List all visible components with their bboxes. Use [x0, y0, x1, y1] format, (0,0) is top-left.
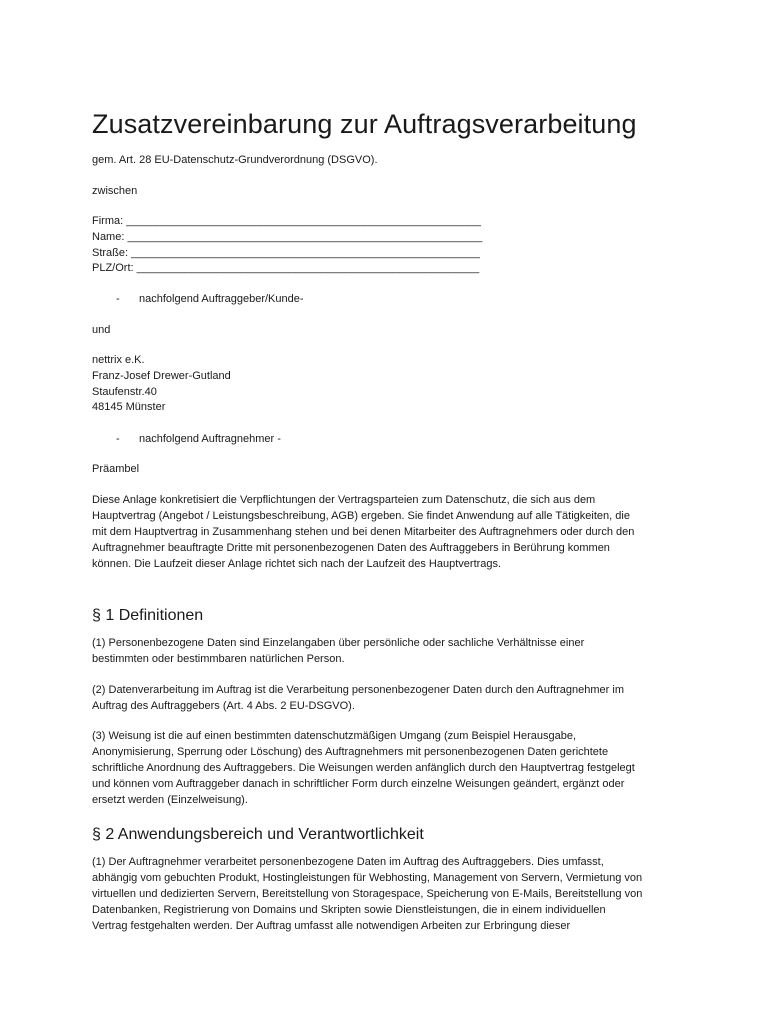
preamble-heading: Präambel — [92, 463, 140, 475]
section-2-p1-line: abhängig vom gebuchten Produkt, Hostingleistungen für Webhosting, Management von Servern, Vermietung von — [92, 872, 643, 884]
field-name: Name: __________________________________________________________ — [92, 231, 483, 243]
section-2-p1-line: Datenbanken, Registrierung von Domains und Skripten sowie Dienstleistungen, die in einem individuellen — [92, 904, 606, 916]
between-label: zwischen — [92, 185, 138, 197]
section-1-p3-line: (3) Weisung ist die auf einen bestimmten datenschutzmäßigen Umgang (zum Beispiel Herausgabe, — [92, 730, 577, 742]
contractor-company: nettrix e.K. — [92, 354, 145, 366]
section-1-p3-line: schriftliche Anordnung des Auftraggebers. Die Weisungen werden anfänglich durch den Hauptvertrag festgelegt — [92, 762, 635, 774]
document-title: Zusatzvereinbarung zur Auftragsverarbeitung — [92, 109, 637, 139]
section-1-heading: § 1 Definitionen — [92, 607, 204, 624]
subtitle: gem. Art. 28 EU-Datenschutz-Grundverordnung (DSGVO). — [92, 154, 378, 166]
bullet-dash: - — [116, 293, 120, 305]
client-note: nachfolgend Auftraggeber/Kunde- — [139, 293, 304, 305]
und-label: und — [92, 324, 111, 336]
field-firma: Firma: __________________________________________________________ — [92, 215, 482, 227]
contractor-street: Staufenstr.40 — [92, 386, 157, 398]
section-2-p1-line: (1) Der Auftragnehmer verarbeitet personenbezogene Daten im Auftrag des Auftraggebers. Dies umfasst, — [92, 856, 604, 868]
preamble-line: mit dem Hauptvertrag in Zusammenhang stehen und bei denen Mitarbeiter des Auftragnehmers oder durch den — [92, 526, 635, 538]
contractor-city: 48145 Münster — [92, 401, 166, 413]
section-1-p3-line: und können vom Auftraggeber danach in schriftlicher Form durch einzelne Weisungen geändert, ergänzt oder — [92, 778, 625, 790]
bullet-dash: - — [116, 433, 120, 445]
section-2-p1-line: virtuellen und dedizierten Servern, Bereitstellung von Storagespace, Speicherung von E-Mails, Bereitstellung von — [92, 888, 643, 900]
section-1-p1-line: (1) Personenbezogene Daten sind Einzelangaben über persönliche oder sachliche Verhältnisse einer — [92, 637, 585, 649]
contractor-note: nachfolgend Auftragnehmer - — [139, 433, 281, 445]
preamble-line: Diese Anlage konkretisiert die Verpflichtungen der Vertragsparteien zum Datenschutz, die sich aus dem — [92, 494, 596, 506]
preamble-line: Hauptvertrag (Angebot / Leistungsbeschreibung, AGB) ergeben. Sie findet Anwendung auf alle Tätigkeiten, die — [92, 510, 630, 522]
contractor-person: Franz-Josef Drewer-Gutland — [92, 370, 231, 382]
section-1-p3-line: ersetzt werden (Einzelweisung). — [92, 794, 248, 806]
section-1-p2-line: (2) Datenverarbeitung im Auftrag ist die Verarbeitung personenbezogener Daten durch den Auftragnehmer im — [92, 684, 624, 696]
section-1-p1-line: bestimmten oder bestimmbaren natürlichen Person. — [92, 653, 345, 665]
preamble-line: können. Die Laufzeit dieser Anlage richtet sich nach der Laufzeit des Hauptvertrags. — [92, 558, 502, 570]
section-1-p3-line: Anonymisierung, Sperrung oder Löschung) des Auftragnehmers mit personenbezogenen Daten gerichtete — [92, 746, 609, 758]
section-2-heading: § 2 Anwendungsbereich und Verantwortlichkeit — [92, 826, 424, 843]
preamble-line: Auftragnehmer beauftragte Dritte mit personenbezogenen Daten des Auftraggebers in Berührung kommen — [92, 542, 610, 554]
section-2-p1-line: Vertrag festgehalten werden. Der Auftrag umfasst alle notwendigen Arbeiten zur Erbringung dieser — [92, 920, 571, 932]
section-1-p2-line: Auftrag des Auftraggebers (Art. 4 Abs. 2 EU-DSGVO). — [92, 700, 355, 712]
field-plz-ort: PLZ/Ort: ________________________________________________________ — [92, 262, 480, 274]
field-strasse: Straße: _________________________________________________________ — [92, 247, 480, 259]
